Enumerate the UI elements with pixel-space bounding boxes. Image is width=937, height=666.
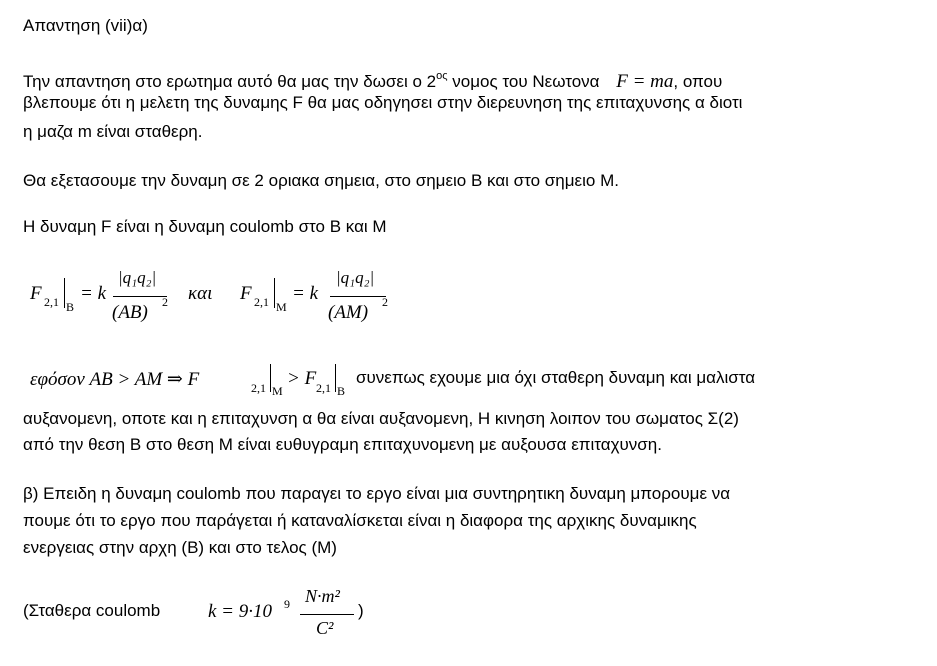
numerator: |q₁q₂|	[336, 268, 375, 287]
equals-k: = k	[292, 283, 319, 304]
force-symbol: F	[30, 283, 42, 304]
greater-than: > F	[287, 368, 317, 389]
equals-k: = k	[80, 283, 107, 304]
paragraph-coulomb: Η δυναμη F είναι η δυναμη coulomb στο B και Μ	[23, 217, 387, 236]
force-subscript: 2,1	[251, 381, 266, 395]
exponent: 9	[284, 597, 290, 611]
paragraph-motion-line-2: από την θεση B στο θεση Μ είναι ευθυγραμη επιταχυνομενη με αυξουσα επιταχυνση.	[23, 435, 662, 454]
exponent: 2	[382, 295, 388, 309]
paragraph-work-line-1: β) Επειδη η δυναμη coulomb που παραγει το εργο είναι μια συντηρητικη δυναμη μπορουμε να	[23, 484, 731, 503]
evaluation-point: Μ	[276, 300, 287, 314]
unit-denominator: C²	[316, 618, 334, 638]
force-subscript: 2,1	[44, 295, 59, 309]
evaluation-point: Β	[337, 384, 346, 398]
force-symbol: F	[240, 283, 252, 304]
text: νομος του Νεωτονα	[447, 72, 600, 91]
unit-numerator: N·m²	[305, 586, 340, 606]
paragraph-newton-line-3: η μαζα m είναι σταθερη.	[23, 122, 203, 141]
evaluation-point: B	[66, 300, 75, 314]
text: , οπου	[673, 72, 723, 91]
paragraph-work-line-3: ενεργειας στην αρχη (B) και στο τελος (Μ)	[23, 538, 337, 557]
heading: Απαντηση (vii)α)	[23, 16, 148, 35]
numerator: |q₁q₂|	[118, 268, 157, 287]
exponent: 2	[162, 295, 168, 309]
superscript: ος	[436, 70, 448, 82]
force-subscript: 2,1	[254, 295, 269, 309]
denominator: (AΜ)	[328, 302, 369, 323]
denominator: (AB)	[112, 302, 148, 323]
paragraph-points: Θα εξετασουμε την δυναμη σε 2 οριακα σημεια, στο σημειο B και στο σημειο Μ.	[23, 171, 619, 190]
text: (Σταθερα coulomb	[23, 601, 161, 620]
text: Την απαντηση στο ερωτημα αυτό θα μας την δωσει ο 2	[23, 72, 437, 91]
kai-word: και	[188, 283, 213, 304]
evaluation-point: Μ	[272, 384, 283, 398]
paragraph-newton-line-2: βλεπουμε ότι η μελετη της δυναμης F θα μας οδηγησει στην διερευνηση της επιταχυνσης α διοτι	[23, 93, 743, 112]
paragraph-work-line-2: πουμε ότι το εργο που παράγεται ή καταναλίσκεται είναι η διαφορα της αρχικης δυναμικης	[23, 511, 697, 530]
fraction-bar	[300, 614, 354, 615]
paragraph-motion-line-1: αυξανομενη, οποτε και η επιταχυνση α θα είναι αυξανομενη, Η κινηση λοιπον του σωματος Σ(2)	[23, 409, 739, 428]
newton-formula: F = ma	[616, 71, 674, 92]
text: συνεπως εχουμε μια όχι σταθερη δυναμη και μαλιστα	[356, 368, 756, 387]
force-subscript: 2,1	[316, 381, 331, 395]
inequality-text: εφόσον AB > AΜ ⇒ F	[30, 369, 200, 390]
k-value: k = 9·10	[208, 601, 273, 622]
text: )	[358, 601, 364, 620]
